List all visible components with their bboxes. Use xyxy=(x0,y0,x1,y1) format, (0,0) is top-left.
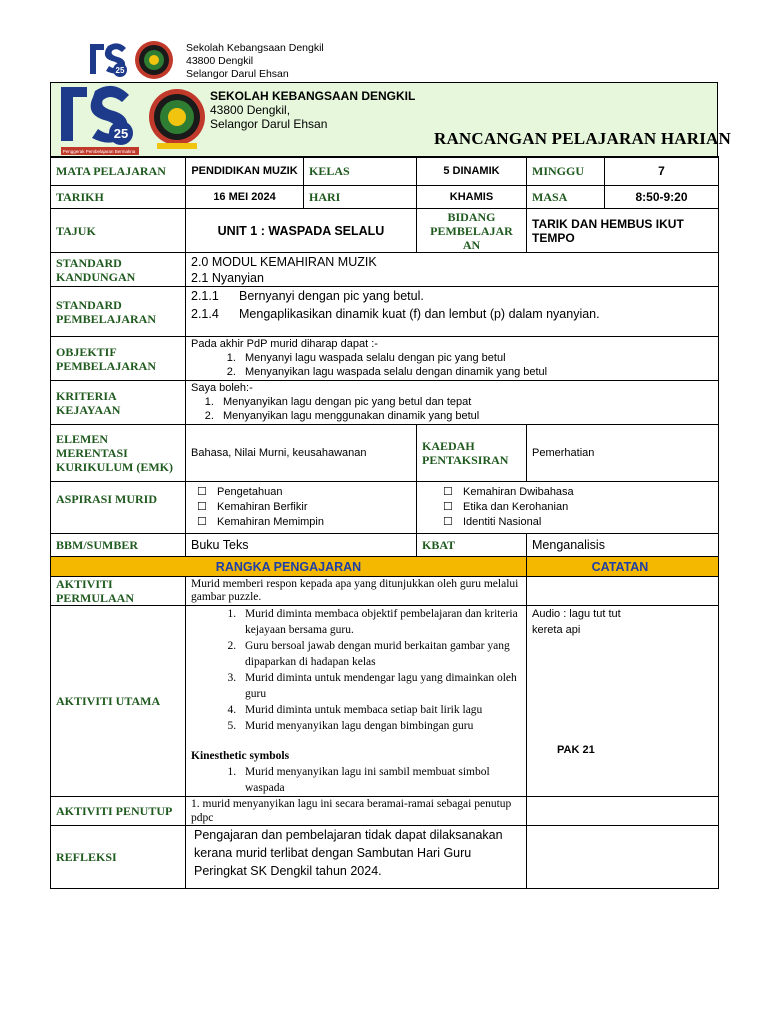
kinesthetic-item: 1. Murid menyanyikan lagu ini sambil membuat simbol waspada xyxy=(239,764,521,796)
kinesthetic-title: Kinesthetic symbols xyxy=(191,750,290,762)
penutup-catatan xyxy=(527,797,719,826)
masa-label: MASA xyxy=(527,186,605,209)
kriteria-item: 1. Menyanyikan lagu dengan pic yang betul dan tepat xyxy=(217,395,713,409)
row-bbm xyxy=(51,534,719,557)
aspirasi-item: ☐ Kemahiran Memimpin xyxy=(197,515,411,530)
minggu-label: MINGGU xyxy=(527,157,605,186)
objektif-intro: Pada akhir PdP murid diharap dapat :- xyxy=(191,338,378,350)
sp-item xyxy=(191,287,713,305)
sp-code: 2.1.1 xyxy=(191,289,219,303)
emk-label: ELEMEN MERENTASI KURIKULUM (EMK) xyxy=(51,425,186,482)
sp-code: 2.1.4 xyxy=(191,307,219,321)
kelas-value: 5 DINAMIK xyxy=(417,157,527,186)
svg-text:25: 25 xyxy=(115,66,125,75)
sp-text: Bernyanyi dengan pic yang betul. xyxy=(239,289,424,303)
kriteria-label: KRITERIA KEJAYAAN xyxy=(51,381,186,425)
standard-kandungan-line2: 2.1 Nyanyian xyxy=(191,270,264,285)
sp-text: Mengaplikasikan dinamik kuat (f) dan lembut (p) dalam nyanyian. xyxy=(239,307,600,321)
bidang-label: BIDANG PEMBELAJAR AN xyxy=(417,209,527,253)
row-kriteria xyxy=(51,381,719,425)
permulaan-catatan xyxy=(527,577,719,606)
catatan-pak21: PAK 21 xyxy=(557,744,595,756)
utama-item: 3. Murid diminta untuk mendengar lagu yang dimainkan oleh guru xyxy=(239,670,521,702)
address-line1: 43800 Dengkil, xyxy=(210,103,291,117)
minggu-value: 7 xyxy=(605,157,719,186)
tajuk-label: TAJUK xyxy=(51,209,186,253)
mata-pelajaran-value: PENDIDIKAN MUZIK xyxy=(186,157,304,186)
catatan-header: CATATAN xyxy=(527,557,719,577)
penutup-value: 1. murid menyanyikan lagu ini secara beramai-ramai sebagai penutup pdpc xyxy=(186,797,527,826)
mata-pelajaran-label: MATA PELAJARAN xyxy=(51,157,186,186)
row-permulaan xyxy=(51,577,719,606)
letterhead-line2: 43800 Dengkil xyxy=(186,55,254,67)
row-standard-kandungan xyxy=(51,253,719,287)
row-date xyxy=(51,186,719,209)
ts25-logo xyxy=(57,81,143,159)
bidang-value: TARIK DAN HEMBUS IKUT TEMPO xyxy=(527,209,719,253)
kbat-label: KBAT xyxy=(417,534,527,557)
lesson-plan-table xyxy=(50,156,719,889)
sp-item xyxy=(191,305,713,323)
school-crest-icon xyxy=(147,87,207,151)
refleksi-label: REFLEKSI xyxy=(51,826,186,889)
penutup-label: AKTIVITI PENUTUP xyxy=(51,797,186,826)
kelas-label: KELAS xyxy=(304,157,417,186)
rangka-header: RANGKA PENGAJARAN xyxy=(51,557,527,577)
standard-kandungan-line1: 2.0 MODUL KEMAHIRAN MUZIK xyxy=(191,254,377,269)
row-rangka-header xyxy=(51,557,719,577)
utama-label: AKTIVITI UTAMA xyxy=(51,606,186,797)
kbat-value: Menganalisis xyxy=(527,534,719,557)
objektif-item: 2. Menyanyikan lagu waspada selalu dengan dinamik yang betul xyxy=(239,365,713,379)
row-refleksi xyxy=(51,826,719,889)
objektif-item: 1. Menyanyi lagu waspada selalu dengan pic yang betul xyxy=(239,351,713,365)
kaedah-label: KAEDAH PENTAKSIRAN xyxy=(417,425,527,482)
address-line2: Selangor Darul Ehsan xyxy=(210,117,328,131)
logo-25-text: 25 xyxy=(113,126,129,141)
tajuk-value: UNIT 1 : WASPADA SELALU xyxy=(186,209,417,253)
bbm-value: Buku Teks xyxy=(186,534,417,557)
standard-kandungan-label: STANDARD KANDUNGAN xyxy=(51,253,186,287)
row-utama xyxy=(51,606,719,797)
row-standard-pembelajaran xyxy=(51,287,719,337)
refleksi-catatan xyxy=(527,826,719,889)
ts25-logo-small xyxy=(86,40,132,80)
letterhead-line3: Selangor Darul Ehsan xyxy=(186,68,289,80)
row-emk xyxy=(51,425,719,482)
hari-label: HARI xyxy=(304,186,417,209)
aspirasi-item: ☐ Pengetahuan xyxy=(197,485,411,500)
row-penutup xyxy=(51,797,719,826)
objektif-label: OBJEKTIF PEMBELAJARAN xyxy=(51,337,186,381)
row-objektif xyxy=(51,337,719,381)
letterhead-address xyxy=(186,42,324,81)
header-box xyxy=(50,82,731,158)
tarikh-value: 16 MEI 2024 xyxy=(186,186,304,209)
aspirasi-item: ☐ Kemahiran Dwibahasa xyxy=(443,485,713,500)
utama-item: 2. Guru bersoal jawab dengan murid berkaitan gambar yang dipaparkan di hadapan kelas xyxy=(239,638,521,670)
bbm-label: BBM/SUMBER xyxy=(51,534,186,557)
catatan-audio: Audio : lagu tut tut kereta api xyxy=(532,608,621,636)
kriteria-item: 2. Menyanyikan lagu menggunakan dinamik yang betul xyxy=(217,409,713,423)
emk-value: Bahasa, Nilai Murni, keusahawanan xyxy=(186,425,417,482)
aspirasi-item: ☐ Identiti Nasional xyxy=(443,515,713,530)
logo-caption: Penggerak Pembelajaran Bermakna xyxy=(62,149,136,154)
aspirasi-item: ☐ Kemahiran Berfikir xyxy=(197,500,411,515)
utama-item: 5. Murid menyanyikan lagu dengan bimbingan guru xyxy=(239,718,521,734)
permulaan-label: AKTIVITI PERMULAAN xyxy=(51,577,186,606)
aspirasi-item: ☐ Etika dan Kerohanian xyxy=(443,500,713,515)
aspirasi-label: ASPIRASI MURID xyxy=(51,482,186,534)
permulaan-value: Murid memberi respon kepada apa yang ditunjukkan oleh guru melalui gambar puzzle. xyxy=(186,577,527,606)
row-topic xyxy=(51,209,719,253)
refleksi-value: Pengajaran dan pembelajaran tidak dapat dilaksanakan kerana murid terlibat dengan Sambutan Hari Guru Peringkat SK Dengkil tahun 2024. xyxy=(186,826,527,889)
kaedah-value: Pemerhatian xyxy=(527,425,719,482)
utama-item: 4. Murid diminta untuk membaca setiap bait lirik lagu xyxy=(239,702,521,718)
tarikh-label: TARIKH xyxy=(51,186,186,209)
row-subject xyxy=(51,157,719,186)
standard-pembelajaran-label: STANDARD PEMBELAJARAN xyxy=(51,287,186,337)
masa-value: 8:50-9:20 xyxy=(605,186,719,209)
page-title: RANCANGAN PELAJARAN HARIAN xyxy=(433,129,731,148)
school-address xyxy=(210,103,327,131)
hari-value: KHAMIS xyxy=(417,186,527,209)
row-aspirasi xyxy=(51,482,719,534)
school-name: SEKOLAH KEBANGSAAN DENGKIL xyxy=(210,89,416,103)
kriteria-intro: Saya boleh:- xyxy=(191,382,253,394)
utama-item: 1. Murid diminta membaca objektif pembelajaran dan kriteria kejayaan bersama guru. xyxy=(239,606,521,638)
letterhead-line1: Sekolah Kebangsaan Dengkil xyxy=(186,42,324,54)
school-crest-small-icon xyxy=(134,40,174,80)
